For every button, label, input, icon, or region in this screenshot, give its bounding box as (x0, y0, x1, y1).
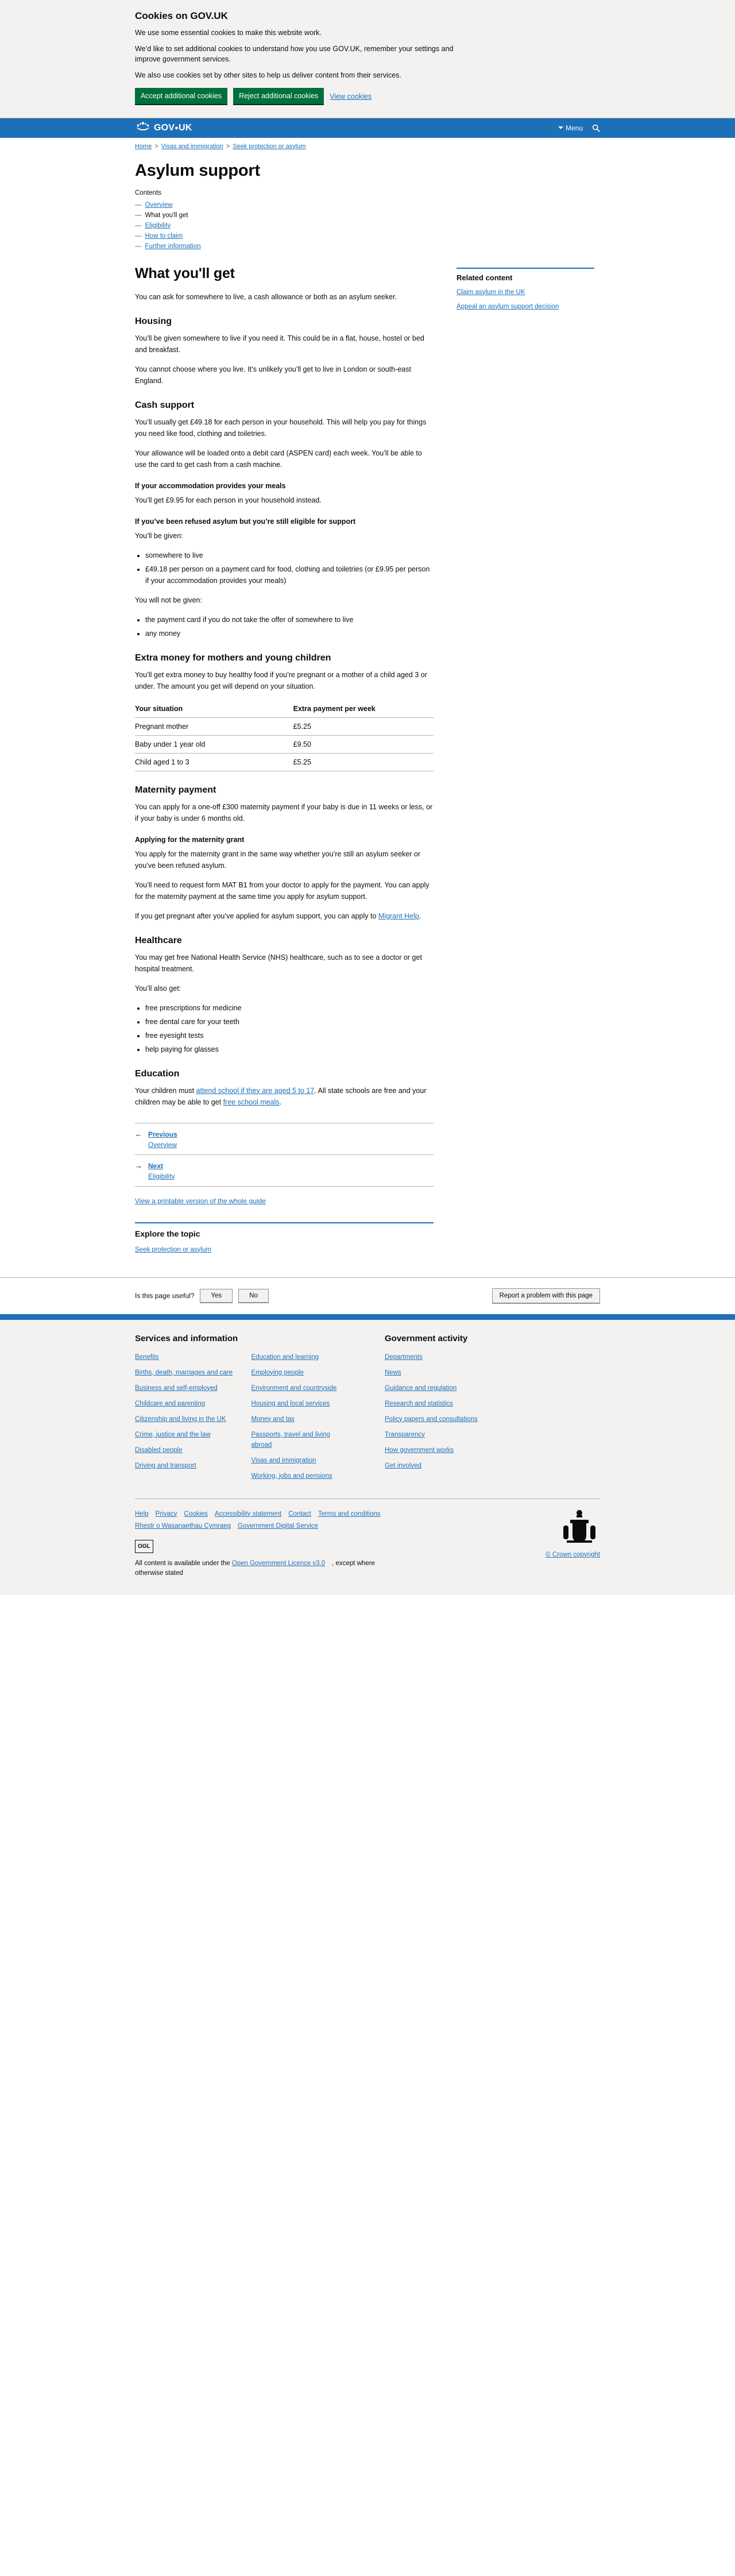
table-header-situation: Your situation (135, 700, 293, 718)
healthcare-paragraph-1: You may get free National Health Service (NHS) healthcare, such as to see a doctor or get hospital treatment. (135, 953, 422, 973)
ogl-badge: OGL (135, 1540, 153, 1553)
maternity-text-before: If you get pregnant after you’ve applied for asylum support, you can apply to (135, 912, 378, 920)
footer-link-crime-justice[interactable]: Crime, justice and the law (135, 1431, 211, 1438)
footer-link-benefits[interactable]: Benefits (135, 1353, 159, 1361)
site-footer (0, 1314, 735, 1595)
breadcrumb-item-asylum[interactable]: Seek protection or asylum (233, 142, 306, 150)
heading-meals-provided: If your accommodation provides your meals (135, 481, 286, 490)
cookie-banner-heading: Cookies on GOV.UK (135, 10, 228, 21)
footer-link-news[interactable]: News (385, 1369, 401, 1376)
reject-cookies-button[interactable]: Reject additional cookies (233, 88, 324, 105)
ogl-text-before: All content is available under the (135, 1560, 232, 1567)
footer-government-list (385, 1351, 600, 1470)
feedback-no-button[interactable]: No (238, 1289, 269, 1303)
list-item[interactable] (252, 1455, 351, 1465)
list-item: • £49.18 per person on a payment card for food, clothing and toiletries (or £9.95 per person if your accommodation provides your meals) (145, 563, 434, 586)
footer-link-money-tax[interactable]: Money and tax (251, 1415, 295, 1423)
page-feedback (0, 1277, 735, 1314)
explore-topic-heading: Explore the topic (135, 1229, 200, 1238)
contents-link-overview[interactable]: Overview (145, 201, 173, 208)
cookie-banner (0, 0, 735, 118)
education-text-before: Your children must (135, 1086, 196, 1095)
refused-given-list (135, 550, 434, 586)
ogl-text-after: , except where otherwise stated (135, 1560, 375, 1577)
footer-services-section (135, 1334, 350, 1486)
arrow-right-icon: → (135, 1161, 142, 1170)
attend-school-link[interactable]: attend school if they are aged 5 to 17 (196, 1086, 315, 1095)
list-item: • any money (145, 628, 434, 639)
main-content (135, 264, 434, 1254)
cookie-banner-text-2: We’d like to set additional cookies to understand how you use GOV.UK, remember your settings and improve government services. (135, 45, 454, 64)
view-cookies-link[interactable]: View cookies (330, 92, 372, 101)
footer-link-passports[interactable]: Passports, travel and living abroad (251, 1431, 330, 1449)
list-item[interactable] (135, 1398, 234, 1408)
list-item[interactable] (385, 1445, 600, 1455)
contents-item-overview[interactable]: — Overview (135, 201, 173, 208)
contents-link-how-to-claim[interactable]: How to claim (145, 232, 183, 240)
list-item[interactable] (135, 1429, 234, 1439)
housing-paragraph-2: You cannot choose where you live. It’s unlikely you’ll get to live in London or south-east England. (135, 365, 411, 385)
healthcare-paragraph-2: You’ll also get: (135, 984, 181, 992)
list-item[interactable] (385, 1382, 600, 1393)
arrow-left-icon: ← (135, 1129, 142, 1138)
table-header-payment: Extra payment per week (293, 700, 434, 718)
related-content-heading: Related content (457, 273, 513, 282)
list-item: • somewhere to live (145, 550, 434, 561)
pagination-next-label[interactable]: Next (148, 1161, 164, 1170)
footer-link-working-jobs[interactable]: Working, jobs and pensions (251, 1472, 332, 1480)
migrant-help-link[interactable]: Migrant Help (378, 912, 419, 920)
footer-link-help[interactable]: Help (135, 1510, 149, 1517)
search-button[interactable] (592, 124, 600, 132)
footer-link-environment[interactable]: Environment and countryside (251, 1384, 337, 1392)
footer-link-gds[interactable]: Government Digital Service (238, 1523, 319, 1530)
refused-given-label: You’ll be given: (135, 531, 183, 540)
footer-link-visas[interactable]: Visas and immigration (251, 1457, 316, 1464)
page-title: Asylum support (135, 161, 260, 180)
list-item[interactable] (252, 1398, 351, 1408)
list-item[interactable] (135, 1367, 234, 1377)
open-government-licence (135, 1540, 388, 1579)
list-item[interactable] (385, 1429, 600, 1439)
table-cell-payment: £5.25 (293, 753, 434, 771)
list-item[interactable] (252, 1351, 351, 1362)
related-content-sidebar (457, 264, 594, 315)
extra-paragraph: You’ll get extra money to buy healthy food if you’re pregnant or a mother of a child aged 3 or under. The amount you get will depend on your situation. (135, 670, 427, 690)
list-item[interactable] (135, 1445, 234, 1455)
related-link-item[interactable] (457, 301, 594, 311)
heading-cash-support: Cash support (135, 400, 195, 410)
contents-label: Contents (135, 189, 162, 196)
list-item[interactable] (135, 1413, 234, 1424)
list-item[interactable] (385, 1351, 600, 1362)
maternity-paragraph-4 (135, 910, 434, 922)
table-row (135, 735, 434, 753)
contents-nav (135, 190, 600, 252)
education-text-mid: . All state schools are free and your children may be able to get (135, 1086, 427, 1106)
list-item[interactable] (252, 1382, 351, 1393)
crown-copyright-link[interactable]: © Crown copyright (546, 1551, 600, 1558)
sidebar-divider (457, 268, 594, 269)
list-item[interactable] (135, 1460, 234, 1470)
list-item[interactable] (135, 1382, 234, 1393)
list-item[interactable] (252, 1470, 351, 1481)
footer-link-education[interactable]: Education and learning (251, 1353, 319, 1361)
list-item[interactable] (252, 1367, 351, 1377)
report-problem-button[interactable]: Report a problem with this page (492, 1288, 600, 1304)
footer-link-childcare[interactable]: Childcare and parenting (135, 1400, 206, 1407)
crown-logo-icon (135, 121, 151, 134)
intro-paragraph: You can ask for somewhere to live, a cash allowance or both as an asylum seeker. (135, 292, 397, 301)
contents-item-what-youll-get: — What you'll get (135, 211, 188, 219)
refused-not-given-list (135, 614, 434, 639)
cookie-banner-actions (135, 88, 600, 105)
feedback-question: Is this page useful? (135, 1292, 195, 1300)
heading-applying-maternity-grant: Applying for the maternity grant (135, 835, 245, 844)
maternity-paragraph-1: You can apply for a one-off £300 maternity payment if your baby is due in 11 weeks or less, or if your baby is under 6 months old. (135, 802, 433, 822)
table-cell-payment: £9.50 (293, 735, 434, 753)
footer-link-housing[interactable]: Housing and local services (251, 1400, 330, 1407)
accept-cookies-button[interactable]: Accept additional cookies (135, 88, 227, 105)
heading-refused-asylum: If you’ve been refused asylum but you’re still eligible for support (135, 517, 356, 526)
footer-link-research[interactable]: Research and statistics (385, 1400, 453, 1407)
footer-services-list-2 (252, 1351, 351, 1486)
footer-link-business[interactable]: Business and self-employed (135, 1384, 218, 1392)
contents-item-eligibility[interactable]: — Eligibility (135, 222, 171, 229)
table-cell-situation: Pregnant mother (135, 717, 293, 735)
cash-paragraph-2: Your allowance will be loaded onto a debit card (ASPEN card) each week. You’ll be able to use the card to get cash from a cash machine. (135, 449, 422, 469)
contents-item-further-information[interactable]: — Further information (135, 242, 201, 250)
free-school-meals-link[interactable]: free school meals (223, 1098, 280, 1106)
heading-education: Education (135, 1068, 180, 1079)
footer-services-heading: Services and information (135, 1333, 238, 1343)
list-item: • free dental care for your teeth (145, 1016, 434, 1028)
footer-link-guidance[interactable]: Guidance and regulation (385, 1384, 457, 1392)
table-row (135, 753, 434, 771)
list-item[interactable] (252, 1413, 351, 1424)
cookie-banner-text-1: We use some essential cookies to make this website work. (135, 29, 322, 37)
footer-link-terms[interactable]: Terms and conditions (318, 1510, 381, 1517)
education-text-after: . (279, 1098, 282, 1106)
table-cell-payment: £5.25 (293, 717, 434, 735)
related-link-appeal-decision[interactable]: Appeal an asylum support decision (457, 303, 559, 310)
royal-coat-of-arms-icon (559, 1536, 600, 1546)
list-item: • help paying for glasses (145, 1044, 434, 1055)
healthcare-list (135, 1002, 434, 1055)
footer-link-employing-people[interactable]: Employing people (251, 1369, 304, 1376)
pagination-next-title[interactable]: Eligibility (148, 1172, 175, 1180)
footer-link-get-involved[interactable]: Get involved (385, 1462, 421, 1469)
list-item: • free eyesight tests (145, 1030, 434, 1041)
footer-meta-links (135, 1508, 388, 1579)
contents-current-label: What you'll get (145, 211, 188, 219)
footer-link-how-government-works[interactable]: How government works (385, 1446, 454, 1454)
chevron-down-icon (558, 126, 563, 130)
footer-link-cookies[interactable]: Cookies (184, 1510, 208, 1517)
education-paragraph (135, 1085, 434, 1108)
menu-button[interactable] (558, 124, 583, 132)
pagination-previous[interactable] (135, 1123, 434, 1155)
cookie-banner-text-3: We also use cookies set by other sites to help us deliver content from their services. (135, 71, 401, 80)
footer-link-disabled-people[interactable]: Disabled people (135, 1446, 183, 1454)
contents-item-how-to-claim[interactable]: — How to claim (135, 232, 183, 240)
site-header (0, 118, 735, 138)
table-row (135, 717, 434, 735)
crown-copyright-block (546, 1508, 600, 1558)
footer-services-list-1 (135, 1351, 234, 1486)
footer-government-section (385, 1334, 600, 1486)
footer-government-heading: Government activity (385, 1333, 468, 1343)
heading-extra-money: Extra money for mothers and young children (135, 652, 331, 663)
explore-topic (135, 1222, 434, 1254)
pagination-previous-title[interactable]: Overview (148, 1140, 177, 1149)
meals-paragraph: You’ll get £9.95 for each person in your household instead. (135, 496, 322, 504)
footer-link-departments[interactable]: Departments (385, 1353, 423, 1361)
contents-link-further-information[interactable]: Further information (145, 242, 201, 250)
printable-version-link[interactable]: View a printable version of the whole guide (135, 1196, 266, 1205)
table-cell-situation: Baby under 1 year old (135, 735, 293, 753)
table-header-row (135, 700, 434, 718)
cash-paragraph-1: You’ll usually get £49.18 for each person in your household. This will help you pay for things you need like food, clothing and toiletries. (135, 418, 427, 438)
menu-label: Menu (565, 123, 583, 132)
list-item: • free prescriptions for medicine (145, 1002, 434, 1014)
refused-not-given-label: You will not be given: (135, 596, 202, 604)
guide-pagination (135, 1123, 434, 1187)
footer-link-accessibility[interactable]: Accessibility statement (214, 1510, 282, 1517)
breadcrumb-item-home[interactable]: Home (135, 142, 152, 150)
breadcrumb-item-visas[interactable]: Visas and immigration (161, 142, 223, 150)
section-heading-what-youll-get: What you'll get (135, 265, 235, 281)
pagination-previous-label[interactable]: Previous (148, 1130, 177, 1138)
search-icon (592, 124, 600, 132)
related-link-claim-asylum[interactable]: Claim asylum in the UK (457, 288, 525, 296)
list-item[interactable] (385, 1413, 600, 1424)
related-link-item[interactable] (457, 287, 594, 297)
footer-link-citizenship[interactable]: Citizenship and living in the UK (135, 1415, 226, 1423)
footer-link-privacy[interactable]: Privacy (155, 1510, 177, 1517)
list-item[interactable] (252, 1429, 351, 1450)
table-cell-situation: Child aged 1 to 3 (135, 753, 293, 771)
list-item[interactable] (385, 1398, 600, 1408)
ogl-link[interactable]: Open Government Licence v3.0 (231, 1560, 326, 1567)
footer-link-driving[interactable]: Driving and transport (135, 1462, 196, 1469)
list-item[interactable] (385, 1367, 600, 1377)
breadcrumb: Home > Visas and immigration > Seek protection or asylum (135, 142, 306, 150)
footer-link-policy-papers[interactable]: Policy papers and consultations (385, 1415, 478, 1423)
footer-link-contact[interactable]: Contact (288, 1510, 311, 1517)
maternity-text-after: . (419, 912, 421, 920)
ogl-text (135, 1559, 382, 1579)
maternity-paragraph-3: You’ll need to request form MAT B1 from your doctor to apply for the payment. You can apply for the maternity payment at the same time you apply for asylum support. (135, 880, 430, 901)
heading-healthcare: Healthcare (135, 935, 182, 945)
explore-topic-link[interactable]: Seek protection or asylum (135, 1246, 211, 1253)
footer-link-welsh[interactable]: Rhestr o Wasanaethau Cymraeg (135, 1523, 231, 1530)
housing-paragraph-1: You’ll be given somewhere to live if you need it. This could be in a flat, house, hostel or bed and breakfast. (135, 334, 424, 354)
list-item[interactable] (385, 1460, 600, 1470)
extra-payments-table (135, 700, 434, 771)
list-item: • the payment card if you do not take the offer of somewhere to live (145, 614, 434, 625)
feedback-yes-button[interactable]: Yes (200, 1289, 233, 1303)
maternity-paragraph-2: You apply for the maternity grant in the same way whether you’re still an asylum seeker or you’ve been refused asylum. (135, 849, 421, 870)
footer-link-transparency[interactable]: Transparency (385, 1431, 425, 1438)
heading-maternity-payment: Maternity payment (135, 785, 216, 795)
list-item[interactable] (135, 1351, 234, 1362)
contents-link-eligibility[interactable]: Eligibility (145, 222, 171, 229)
pagination-next[interactable] (135, 1155, 434, 1187)
govuk-logo-text[interactable]: GOV●UK (154, 122, 192, 133)
footer-link-births-deaths[interactable]: Births, death, marriages and care (135, 1369, 233, 1376)
heading-housing: Housing (135, 316, 172, 326)
